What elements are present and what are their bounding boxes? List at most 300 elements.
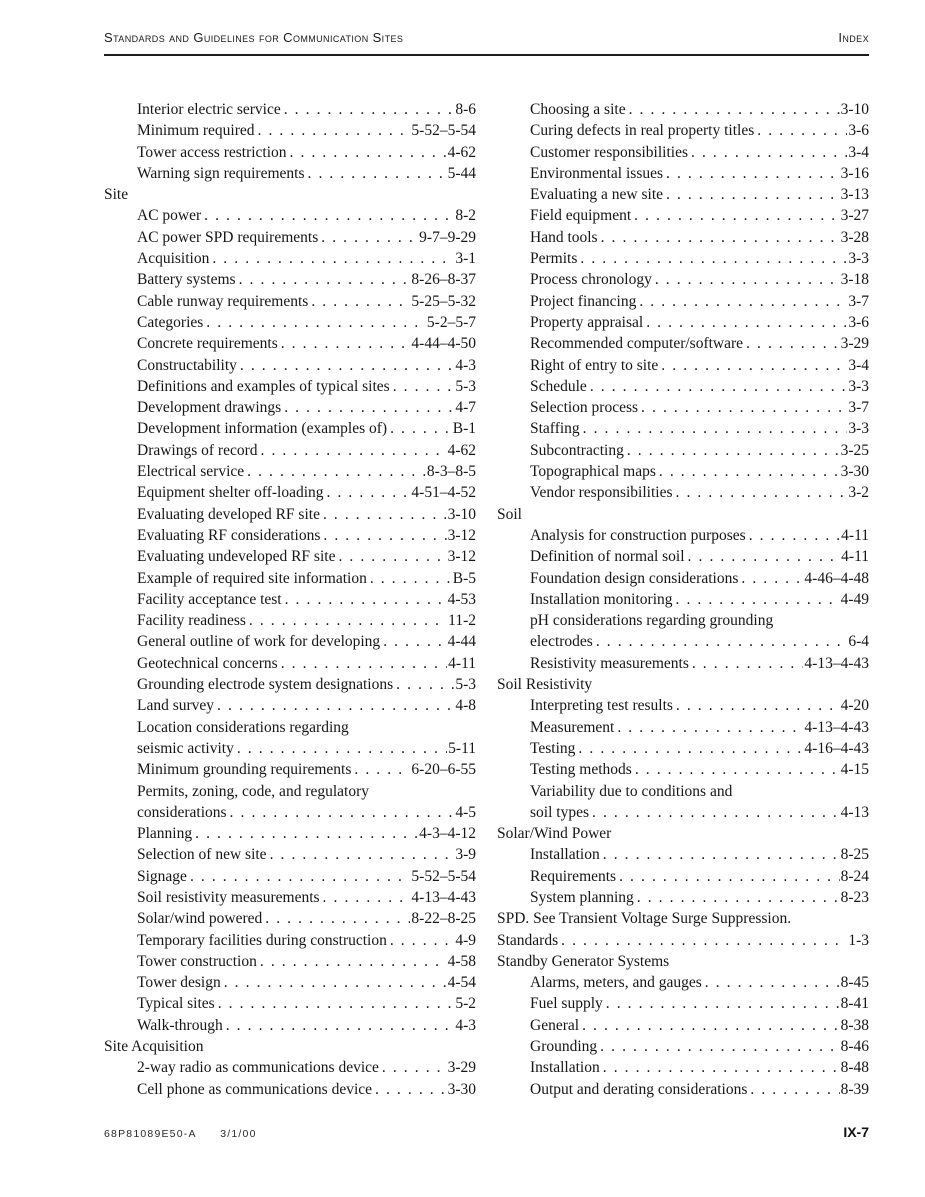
page-number: 4-11 (841, 526, 869, 544)
index-entry (497, 525, 869, 546)
index-entry (104, 844, 476, 865)
entry-label: Definitions and examples of typical sites (137, 377, 390, 395)
dot-leader (746, 333, 840, 354)
dot-leader (659, 461, 840, 482)
index-entry (104, 355, 476, 376)
entry-label: Analysis for construction purposes (530, 526, 746, 544)
dot-leader (580, 248, 847, 269)
dot-leader (561, 930, 847, 951)
entry-label: SPD. See Transient Voltage Surge Suppression. (497, 910, 792, 928)
dot-leader (639, 291, 847, 312)
dot-leader (688, 546, 841, 567)
page-number: 3-10 (447, 505, 476, 523)
index-entry (104, 1079, 476, 1100)
entry-label: Installation monitoring (530, 590, 673, 608)
index-entry (104, 866, 476, 887)
entry-label: Evaluating a new site (530, 186, 663, 204)
index-entry (497, 717, 869, 738)
entry-label: Selection process (530, 399, 639, 417)
index-entry (104, 610, 476, 631)
dot-leader (383, 631, 446, 652)
index-heading (497, 908, 869, 929)
page-number: 4-62 (447, 143, 476, 161)
dot-leader (627, 440, 840, 461)
dot-leader (676, 695, 840, 716)
page-header (104, 30, 869, 56)
index-entry (497, 738, 869, 759)
dot-leader (281, 653, 447, 674)
index-entry (104, 653, 476, 674)
index-heading (497, 504, 869, 525)
entry-label: Installation (530, 1059, 600, 1077)
index-entry (497, 142, 869, 163)
index-entry (497, 333, 869, 354)
dot-leader (285, 589, 447, 610)
dot-leader (290, 142, 447, 163)
page-number: 3-30 (840, 463, 869, 481)
page-number: 3-25 (840, 441, 869, 459)
dot-leader (749, 525, 840, 546)
index-entry (497, 418, 869, 439)
index-entry (497, 972, 869, 993)
entry-label: Permits, zoning, code, and regulatory (137, 782, 370, 800)
dot-leader (676, 589, 840, 610)
page-number: 8-39 (840, 1080, 869, 1098)
dot-leader (270, 844, 455, 865)
index-entry (104, 418, 476, 439)
entry-label: Walk-through (137, 1016, 223, 1034)
entry-label: Tower design (137, 974, 221, 992)
entry-label: Vendor responsibilities (530, 484, 673, 502)
index-entry (104, 376, 476, 397)
page-number: 4-5 (455, 803, 476, 821)
page-number: 3-28 (840, 228, 869, 246)
dot-leader (393, 376, 455, 397)
dot-leader (321, 227, 418, 248)
dot-leader (375, 1079, 447, 1100)
index-entry (104, 482, 476, 503)
page-number: 8-45 (840, 974, 869, 992)
page-number: 8-23 (840, 888, 869, 906)
page-number: 5-11 (448, 739, 476, 757)
entry-label: Categories (137, 313, 204, 331)
page-number: 8-6 (455, 101, 476, 118)
entry-label: Evaluating undeveloped RF site (137, 548, 336, 566)
footer-page-number: IX-7 (843, 1124, 869, 1140)
entry-label: Site Acquisition (104, 1038, 204, 1056)
index-entry (497, 631, 869, 652)
page-number: 4-53 (447, 590, 476, 608)
entry-label: Battery systems (137, 271, 236, 289)
index-entry (104, 504, 476, 525)
index-heading (104, 1036, 476, 1057)
dot-leader (206, 312, 426, 333)
index-entry (497, 759, 869, 780)
entry-label: Planning (137, 825, 193, 843)
index-entry (104, 887, 476, 908)
index-entry (104, 908, 476, 929)
index-entry (104, 546, 476, 567)
entry-label: Interpreting test results (530, 697, 673, 715)
index-entry (104, 674, 476, 695)
page-number: 4-13–4-43 (804, 718, 869, 736)
index-entry (497, 461, 869, 482)
doc-number: 68P81089E50-A (104, 1128, 197, 1140)
dot-leader (284, 99, 455, 120)
dot-leader (212, 248, 454, 269)
page-number: 3-13 (840, 186, 869, 204)
page-number: 3-3 (848, 420, 869, 438)
index-entry (497, 802, 869, 823)
entry-label: Example of required site information (137, 569, 367, 587)
index-entry (497, 695, 869, 716)
page-number: 4-46–4-48 (804, 569, 869, 587)
dot-leader (239, 269, 411, 290)
entry-label: considerations (137, 803, 227, 821)
entry-label: Concrete requirements (137, 335, 278, 353)
page-number: 3-12 (447, 548, 476, 566)
dot-leader (323, 504, 447, 525)
entry-label: Solar/Wind Power (497, 825, 612, 843)
entry-label: Staffing (530, 420, 580, 438)
index-entry (497, 355, 869, 376)
dot-leader (590, 376, 848, 397)
index-entry (497, 1057, 869, 1078)
dot-leader (247, 461, 426, 482)
page-number: 4-13–4-43 (411, 888, 476, 906)
entry-label: Temporary facilities during construction (137, 931, 387, 949)
page-number: 8-22–8-25 (411, 910, 476, 928)
page-number: 3-7 (848, 399, 869, 417)
page-number: 3-3 (848, 250, 869, 268)
entry-label: Development drawings (137, 399, 282, 417)
dot-leader (619, 866, 839, 887)
page-number: 3-4 (848, 356, 869, 374)
index-entry (104, 1015, 476, 1036)
entry-label: Cable runway requirements (137, 292, 309, 310)
entry-label: pH considerations regarding grounding (530, 612, 774, 630)
entry-label: Solar/wind powered (137, 910, 263, 928)
dot-leader (354, 759, 410, 780)
page-number: 4-44 (447, 633, 476, 651)
index-entry (497, 1015, 869, 1036)
index-entry (497, 866, 869, 887)
dot-leader (637, 887, 840, 908)
page-number: 3-30 (447, 1080, 476, 1098)
page-number: 4-51–4-52 (411, 484, 476, 502)
entry-label: Constructability (137, 356, 237, 374)
page-number: 4-11 (448, 654, 476, 672)
dot-leader (224, 972, 447, 993)
page-number: 4-7 (455, 399, 476, 417)
index-entry (497, 589, 869, 610)
entry-label: Project financing (530, 292, 637, 310)
index-entry (497, 482, 869, 503)
page-number: 3-4 (848, 143, 869, 161)
dot-leader (705, 972, 840, 993)
entry-label: Customer responsibilities (530, 143, 689, 161)
entry-label: General outline of work for developing (137, 633, 381, 651)
dot-leader (237, 738, 447, 759)
dot-leader (582, 1015, 840, 1036)
dot-leader (323, 525, 446, 546)
dot-leader (603, 844, 840, 865)
entry-label: 2-way radio as communications device (137, 1059, 379, 1077)
index-entry (104, 461, 476, 482)
dot-leader (629, 99, 840, 120)
index-entry (104, 440, 476, 461)
entry-label: Minimum required (137, 122, 255, 140)
page-number: 5-44 (447, 164, 476, 182)
entry-label: Choosing a site (530, 101, 626, 118)
dot-leader (634, 205, 839, 226)
page-number: 3-12 (447, 526, 476, 544)
dot-leader (281, 333, 411, 354)
index-entry (104, 781, 476, 802)
page-number: 5-52–5-54 (411, 867, 476, 885)
index-entry (497, 887, 869, 908)
index-entry (104, 227, 476, 248)
index-entry (104, 759, 476, 780)
index-entry (497, 1036, 869, 1057)
page-number: 8-26–8-37 (411, 271, 476, 289)
dot-leader (600, 1036, 839, 1057)
footer-doc-id (104, 1128, 257, 1140)
index-column-left (104, 99, 476, 1100)
entry-label: Typical sites (137, 995, 215, 1013)
entry-label: Signage (137, 867, 187, 885)
entry-label: Alarms, meters, and gauges (530, 974, 702, 992)
index-entry (497, 291, 869, 312)
entry-label: Tower construction (137, 952, 257, 970)
entry-label: Fuel supply (530, 995, 603, 1013)
entry-label: Grounding (530, 1038, 598, 1056)
header-section-title: Index (838, 30, 869, 45)
entry-label: Warning sign requirements (137, 164, 305, 182)
dot-leader (606, 993, 840, 1014)
dot-leader (583, 418, 848, 439)
entry-label: Process chronology (530, 271, 652, 289)
page-number: 8-41 (840, 995, 869, 1013)
index-entry (497, 844, 869, 865)
entry-label: AC power (137, 207, 202, 225)
page-number: 4-3 (455, 356, 476, 374)
page-number: 5-3 (455, 377, 476, 395)
dot-leader (692, 653, 804, 674)
dot-leader (338, 546, 446, 567)
entry-label: Soil resistivity measurements (137, 888, 320, 906)
entry-label: Evaluating developed RF site (137, 505, 320, 523)
index-entry (104, 972, 476, 993)
entry-label: Property appraisal (530, 313, 644, 331)
index-entry (497, 163, 869, 184)
entry-label: Output and derating considerations (530, 1080, 748, 1098)
page-number: 8-24 (840, 867, 869, 885)
index-entry (104, 589, 476, 610)
index-entry (497, 312, 869, 333)
dot-leader (258, 120, 411, 141)
index-body (104, 99, 869, 1100)
entry-label: Resistivity measurements (530, 654, 689, 672)
page-number: B-5 (452, 569, 476, 587)
entry-label: Testing methods (530, 761, 632, 779)
dot-leader (666, 184, 840, 205)
dot-leader (218, 993, 455, 1014)
index-entry (497, 568, 869, 589)
index-heading (497, 951, 869, 972)
index-entry (104, 333, 476, 354)
entry-label: Permits (530, 250, 578, 268)
entry-label: Electrical service (137, 463, 245, 481)
index-entry (104, 717, 476, 738)
page-number: 3-29 (447, 1059, 476, 1077)
index-entry (497, 99, 869, 120)
dot-leader (370, 568, 452, 589)
page-number: 3-10 (840, 101, 869, 118)
entry-label: Subcontracting (530, 441, 624, 459)
index-entry (104, 568, 476, 589)
page-number: 3-2 (848, 484, 869, 502)
dot-leader (601, 227, 840, 248)
index-heading (497, 823, 869, 844)
dot-leader (195, 823, 418, 844)
page-number: 3-6 (848, 122, 869, 140)
entry-label: electrodes (530, 633, 593, 651)
entry-label: Hand tools (530, 228, 598, 246)
index-entry (104, 1057, 476, 1078)
index-entry (104, 397, 476, 418)
dot-leader (260, 951, 447, 972)
index-entry (497, 205, 869, 226)
index-entry (104, 802, 476, 823)
page-number: 8-3–8-5 (426, 463, 476, 481)
dot-leader (190, 866, 410, 887)
index-entry (104, 951, 476, 972)
index-entry (497, 397, 869, 418)
index-entry (497, 227, 869, 248)
entry-label: Soil (497, 505, 522, 523)
entry-label: Facility readiness (137, 612, 246, 630)
index-entry (104, 525, 476, 546)
entry-label: Development information (examples of) (137, 420, 388, 438)
dot-leader (655, 269, 840, 290)
entry-label: Environmental issues (530, 164, 664, 182)
page-number: 6-20–6-55 (411, 761, 476, 779)
entry-label: Interior electric service (137, 101, 281, 118)
page-number: 4-3–4-12 (419, 825, 476, 843)
page-number: 3-3 (848, 377, 869, 395)
entry-label: AC power SPD requirements (137, 228, 319, 246)
entry-label: Right of entry to site (530, 356, 659, 374)
dot-leader (323, 887, 411, 908)
dot-leader (261, 440, 447, 461)
dot-leader (578, 738, 803, 759)
page-number: 1-3 (848, 931, 869, 949)
page-number: 4-9 (455, 931, 476, 949)
index-entry (497, 993, 869, 1014)
dot-leader (308, 163, 447, 184)
entry-label: Curing defects in real property titles (530, 122, 755, 140)
page-number: 3-7 (848, 292, 869, 310)
dot-leader (661, 355, 847, 376)
entry-label: Soil Resistivity (497, 676, 593, 694)
entry-label: Schedule (530, 377, 587, 395)
dot-leader (396, 674, 454, 695)
index-entry (104, 631, 476, 652)
dot-leader (265, 908, 410, 929)
page-number: B-1 (452, 420, 476, 438)
entry-label: Requirements (530, 867, 617, 885)
dot-leader (390, 418, 452, 439)
index-entry (104, 823, 476, 844)
index-entry (497, 120, 869, 141)
page-number: 4-49 (840, 590, 869, 608)
page-number: 4-44–4-50 (411, 335, 476, 353)
dot-leader (641, 397, 847, 418)
dot-leader (635, 759, 840, 780)
page-number: 9-7–9-29 (419, 228, 476, 246)
entry-label: Foundation design considerations (530, 569, 739, 587)
page-number: 5-2 (455, 995, 476, 1013)
dot-leader (750, 1079, 839, 1100)
entry-label: Evaluating RF considerations (137, 526, 321, 544)
index-entry (104, 993, 476, 1014)
index-entry (104, 269, 476, 290)
page-number: 5-3 (455, 676, 476, 694)
page-number: 4-13–4-43 (804, 654, 869, 672)
index-heading (497, 674, 869, 695)
dot-leader (592, 802, 840, 823)
entry-label: Cell phone as communications device (137, 1080, 373, 1098)
page-number: 5-2–5-7 (426, 313, 476, 331)
entry-label: Topographical maps (530, 463, 656, 481)
entry-label: seismic activity (137, 739, 234, 757)
header-doc-title: Standards and Guidelines for Communication Sites (104, 30, 404, 45)
dot-leader (603, 1057, 840, 1078)
index-entry (497, 781, 869, 802)
page-number: 4-13 (840, 803, 869, 821)
entry-label: Land survey (137, 697, 215, 715)
dot-leader (327, 482, 411, 503)
page-number: 3-9 (455, 846, 476, 864)
page-number: 4-20 (840, 697, 869, 715)
index-entry (497, 610, 869, 631)
entry-label: Location considerations regarding (137, 718, 349, 736)
index-entry (104, 930, 476, 951)
page-number: 3-27 (840, 207, 869, 225)
index-entry (104, 695, 476, 716)
index-entry (104, 99, 476, 120)
index-entry (104, 248, 476, 269)
page-number: 4-8 (455, 697, 476, 715)
index-entry (497, 1079, 869, 1100)
entry-label: Grounding electrode system designations (137, 676, 394, 694)
page-number: 8-2 (455, 207, 476, 225)
dot-leader (226, 1015, 455, 1036)
page-number: 8-25 (840, 846, 869, 864)
index-entry (104, 205, 476, 226)
page-number: 4-58 (447, 952, 476, 970)
entry-label: General (530, 1016, 580, 1034)
index-entry (497, 376, 869, 397)
dot-leader (741, 568, 803, 589)
dot-leader (390, 930, 454, 951)
entry-label: Site (104, 186, 129, 204)
entry-label: Field equipment (530, 207, 632, 225)
page-number: 11-2 (448, 612, 476, 630)
page-number: 8-46 (840, 1038, 869, 1056)
dot-leader (617, 717, 803, 738)
